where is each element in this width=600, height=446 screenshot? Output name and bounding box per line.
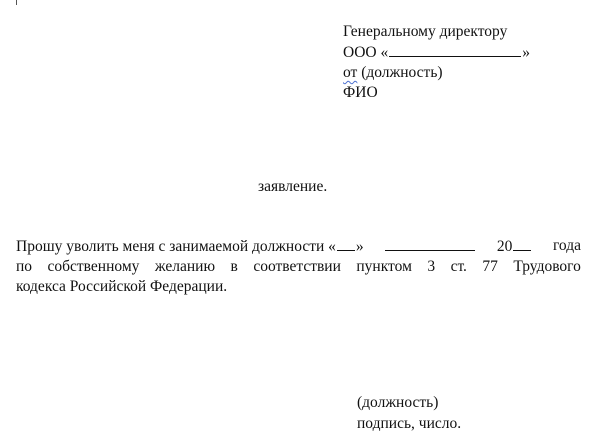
body-word: собственному [47,258,140,275]
page-corner-mark [16,0,17,5]
addressee-from [343,63,530,83]
day-blank [337,236,355,251]
addressee-name: ФИО [343,84,378,101]
body-word: по [16,258,33,275]
body-word: ст. [450,258,467,275]
body-word: в [230,258,238,275]
body-paragraph [16,236,581,297]
year-word: года [552,237,581,254]
body-row-3 [16,277,581,297]
from-word: от [343,64,358,81]
company-name-blank [389,42,521,57]
year-group [497,236,532,257]
signature-position: (должность) [357,394,439,411]
company-prefix: ООО « [343,44,389,61]
addressee-block [343,22,530,103]
signature-sign-date: подпись, число. [357,415,462,432]
from-position: (должность) [357,64,443,81]
company-suffix: » [522,44,530,61]
body-row-2 [16,257,581,277]
body-word: пунктом [356,258,412,275]
body-row-3-text: кодекса Российской Федерации. [16,278,228,295]
month-blank [385,236,475,251]
body-word: желанию [154,258,216,275]
body-word: 77 [482,258,498,275]
body-request-text: Прошу уволить меня с занимаемой должности « [16,238,336,255]
body-row-1-text-a [16,236,364,257]
signature-block [357,392,461,434]
document-title: заявление. [258,178,328,195]
addressee-company [343,42,530,63]
addressee-title: Генеральному директору [343,23,508,40]
body-word: соответствии [253,258,341,275]
year-blank [513,236,531,251]
body-row-1 [16,236,581,257]
close-quote: » [355,238,364,255]
body-word: Трудового [513,258,581,275]
body-word: 3 [427,258,436,275]
year-prefix: 20 [496,238,513,255]
